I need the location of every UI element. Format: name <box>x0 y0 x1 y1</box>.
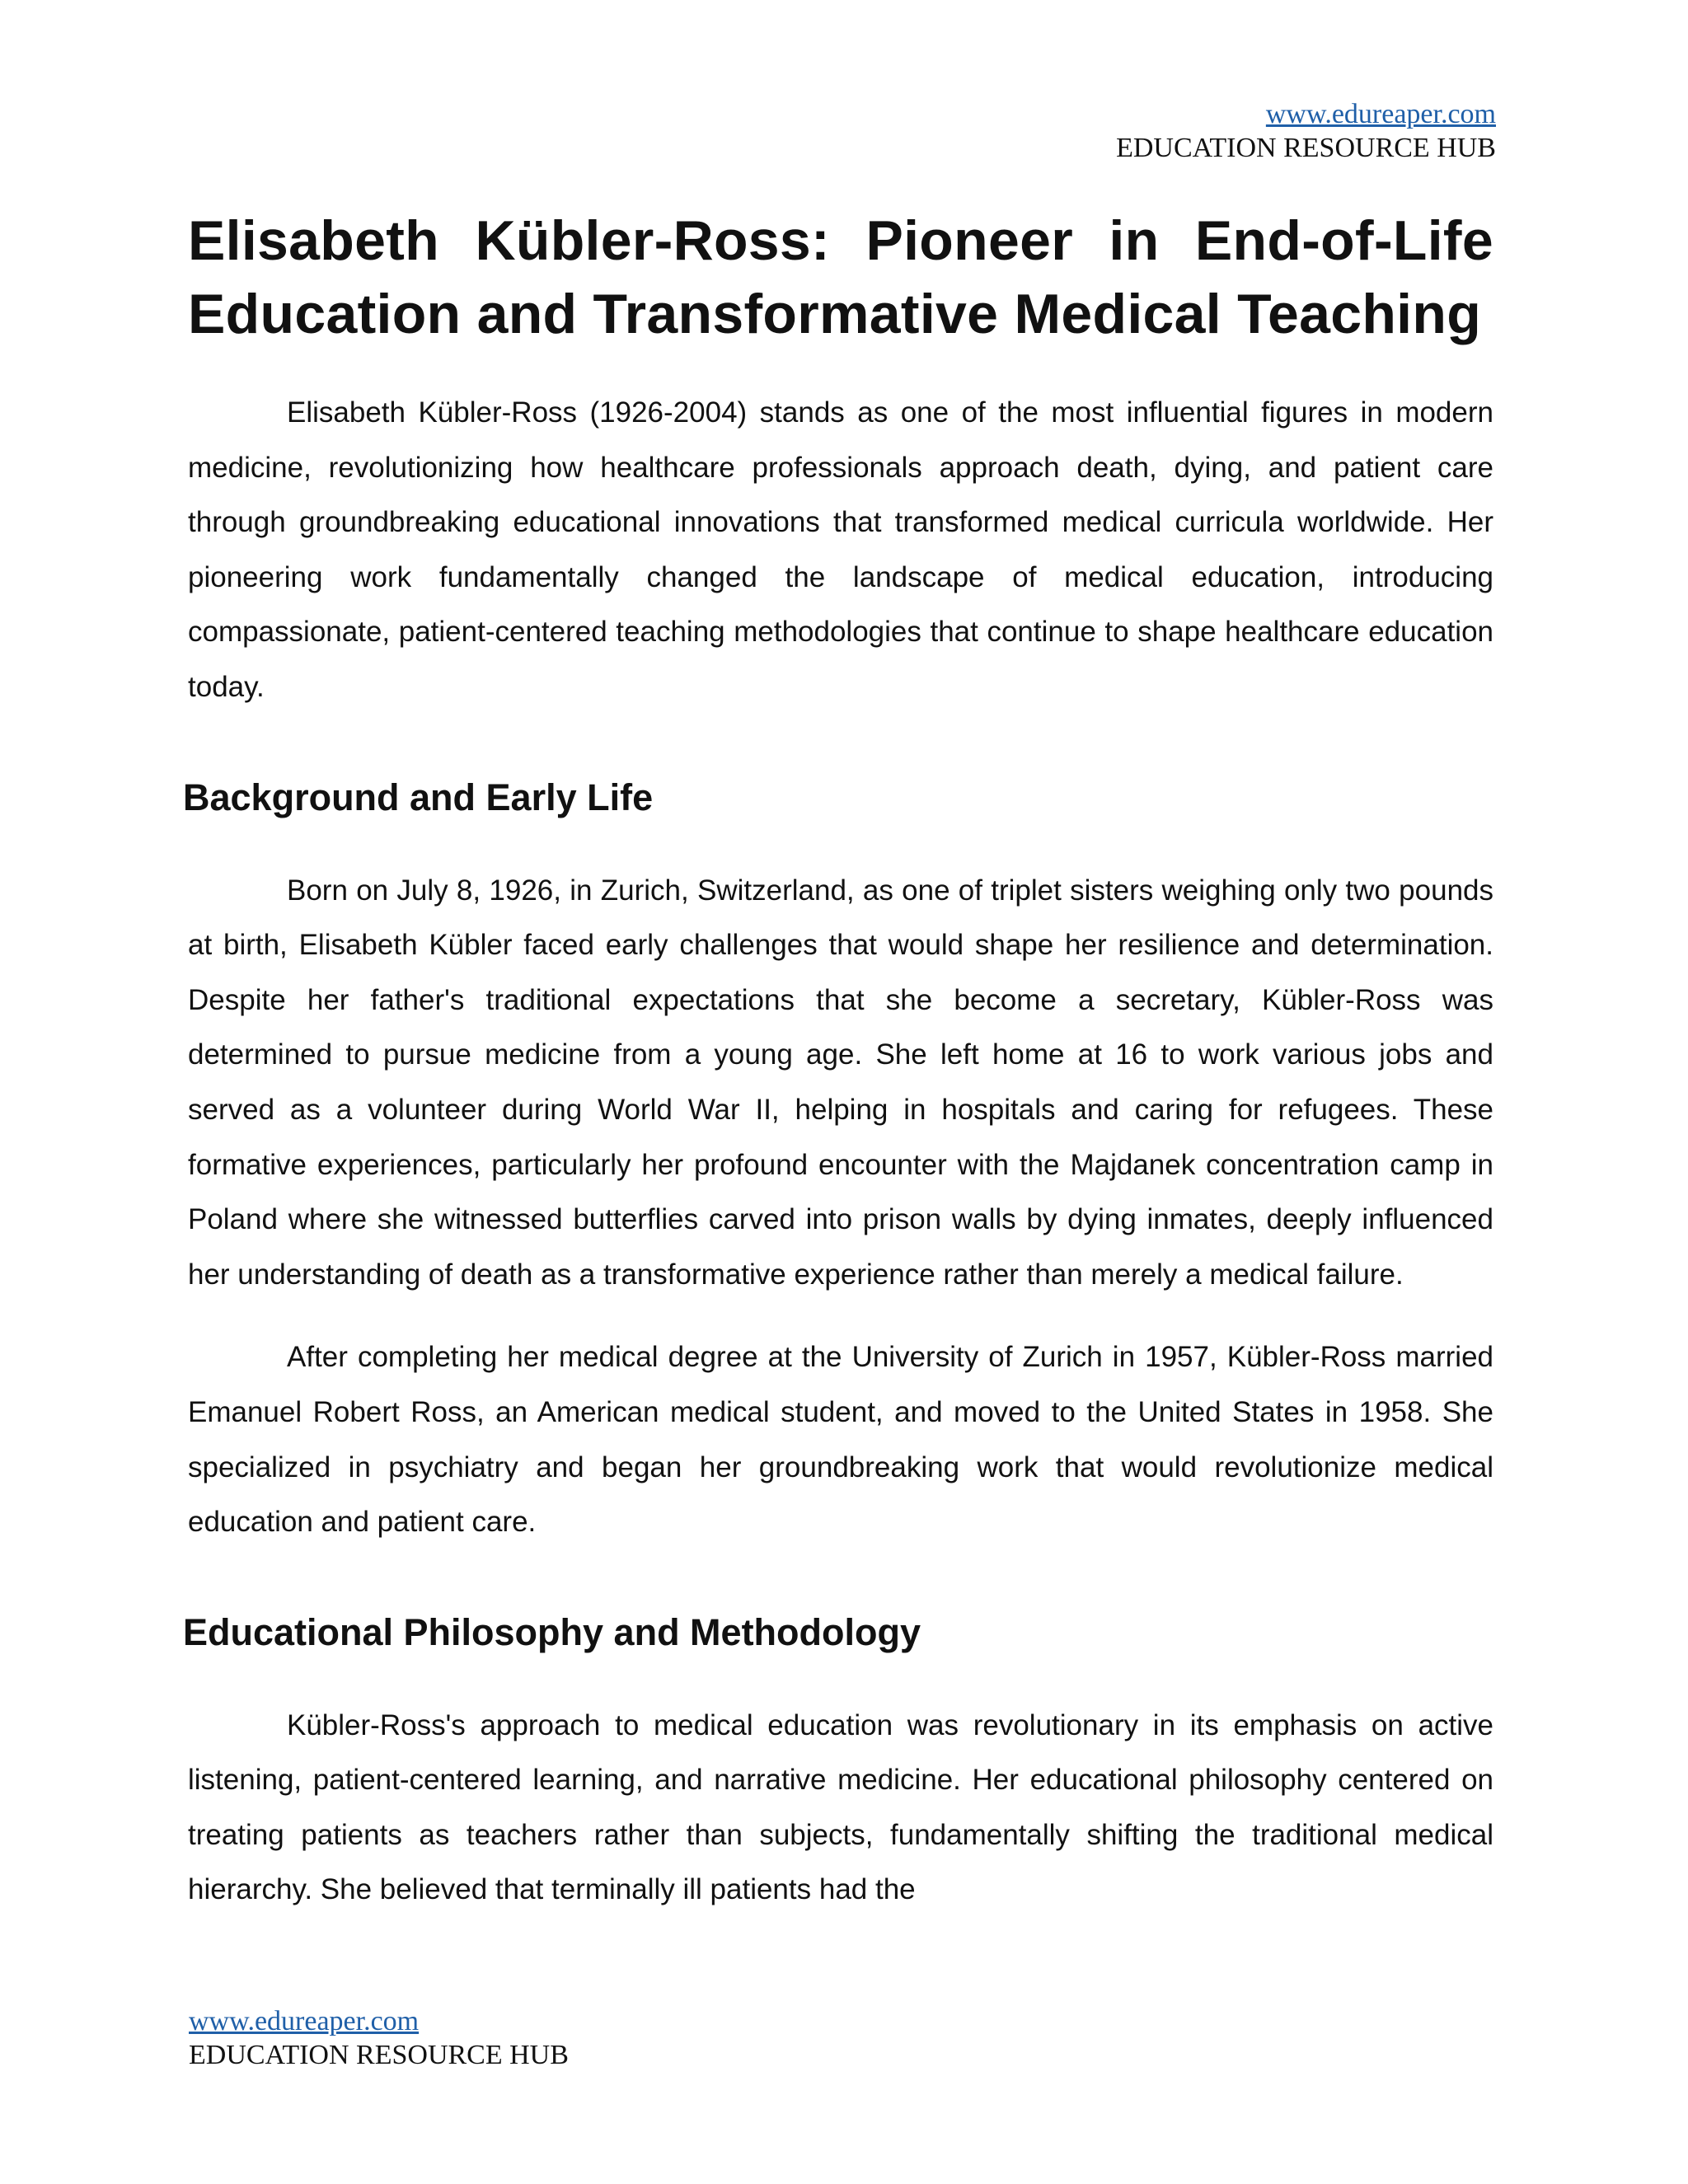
section-heading-background: Background and Early Life <box>183 776 654 818</box>
footer-site-link[interactable]: www.edureaper.com <box>189 2006 420 2036</box>
article-body <box>183 204 1493 1946</box>
page-footer <box>189 2004 569 2072</box>
intro-paragraph: Elisabeth Kübler-Ross (1926-2004) stands as one of the most influential figures in modern medicine, revolutionizing how healthcare professionals approach death, dying, and patient care through groundbreaking educational innovations that transformed medical curricula worldwide. Her pioneering work fundamentally changed the landscape of medical education, introducing compassionate, patient-centered teaching methodologies that continue to shape healthcare education today. <box>188 396 1493 703</box>
article-title: Elisabeth Kübler-Ross: Pioneer in End-of-Life Education and Transformative Medical Teaching <box>188 209 1493 345</box>
background-paragraph-1: Born on July 8, 1926, in Zurich, Switzerland, as one of triplet sisters weighing only two pounds at birth, Elisabeth Kübler faced early challenges that would shape her resilience and determination. Despite her father's traditional expectations that she become a secretary, Kübler-Ross was determined to pursue medicine from a young age. She left home at 16 to work various jobs and served as a volunteer during World War II, helping in hospitals and caring for refugees. These formative experiences, particularly her profound encounter with the Majdanek concentration camp in Poland where she witnessed butterflies carved into prison walls by dying inmates, deeply influenced her understanding of death as a transformative experience rather than merely a medical failure. <box>188 874 1493 1291</box>
header-site-link[interactable]: www.edureaper.com <box>1265 99 1496 129</box>
philosophy-paragraph-1: Kübler-Ross's approach to medical education was revolutionary in its emphasis on active listening, patient-centered learning, and narrative medicine. Her educational philosophy centered on treating patients as teachers rather than subjects, fundamentally shifting the traditional medical hierarchy. She believed that terminally ill patients had the <box>188 1708 1493 1906</box>
page-header <box>1116 97 1496 165</box>
background-paragraph-2: After completing her medical degree at the University of Zurich in 1957, Kübler-Ross married Emanuel Robert Ross, an American medical student, and moved to the United States in 1958. She specialized in psychiatry and began her groundbreaking work that would revolutionize medical education and patient care. <box>188 1341 1493 1539</box>
section-heading-philosophy: Educational Philosophy and Methodology <box>183 1610 921 1653</box>
header-hub-label: EDUCATION RESOURCE HUB <box>1116 133 1496 163</box>
footer-hub-label: EDUCATION RESOURCE HUB <box>189 2040 569 2070</box>
